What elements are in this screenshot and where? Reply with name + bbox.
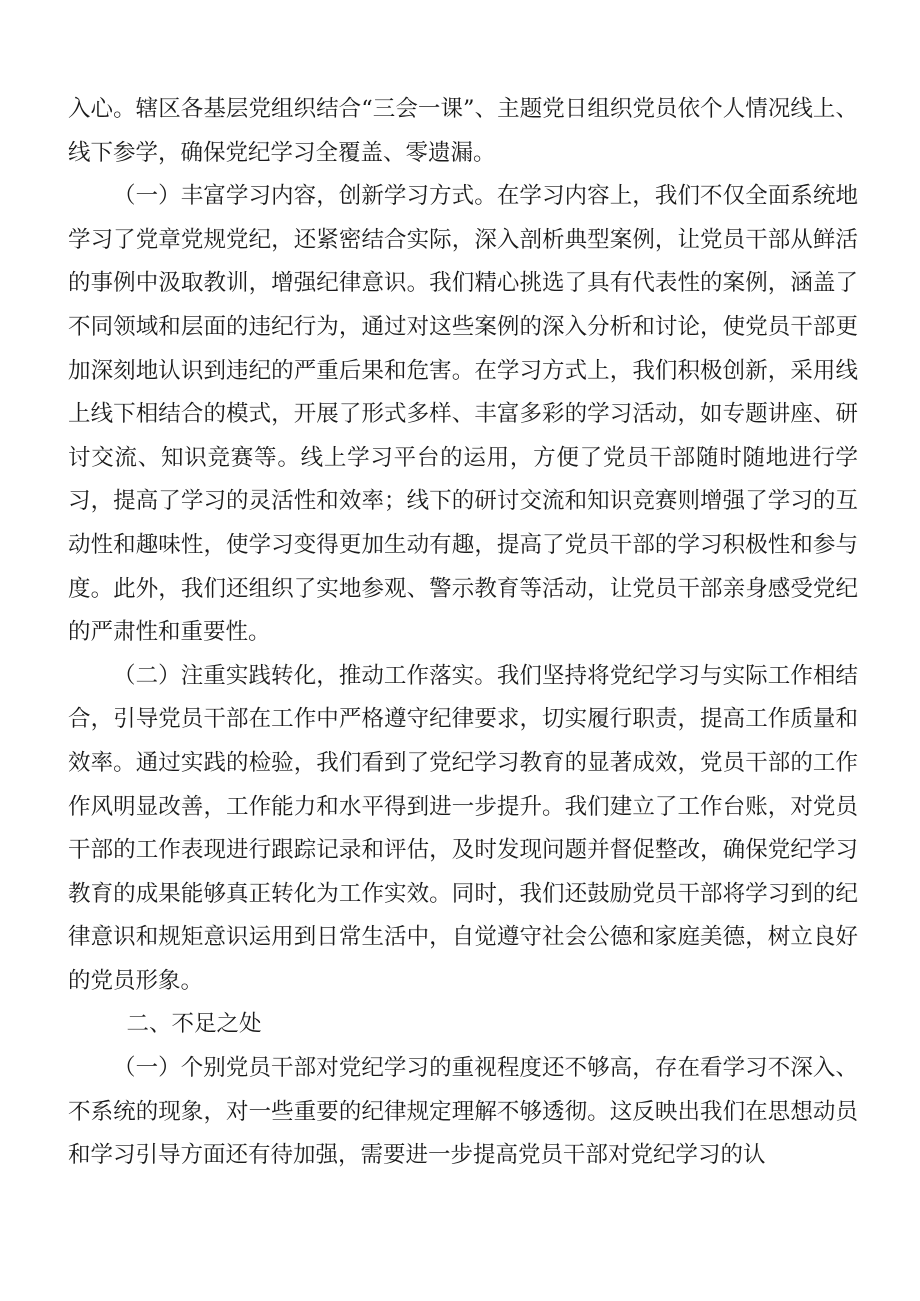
paragraph-shortcoming-one: （一）个别党员干部对党纪学习的重视程度还不够高，存在看学习不深入、不系统的现象，对一些重要的纪律规定理解不够透彻。这反映出我们在思想动员和学习引导方面还有待加强，需要进一步提高党员干部对党纪学习的认 — [68, 1055, 858, 1169]
document-page — [68, 88, 858, 1178]
paragraph-section-one: （一）丰富学习内容，创新学习方式。在学习内容上，我们不仅全面系统地学习了党章党规党纪，还紧密结合实际，深入剖析典型案例，让党员干部从鲜活的事例中汲取教训，增强纪律意识。我们精心挑选了具有代表性的案例，涵盖了不同领域和层面的违纪行为，通过对这些案例的深入分析和讨论，使党员干部更加深刻地认识到违纪的严重后果和危害。在学习方式上，我们积极创新，采用线上线下相结合的模式，开展了形式多样、丰富多彩的学习活动，如专题讲座、研讨交流、知识竞赛等。线上学习平台的运用，方便了党员干部随时随地进行学习，提高了学习的灵活性和效率；线下的研讨交流和知识竞赛则增强了学习的互动性和趣味性，使学习变得更加生动有趣，提高了党员干部的学习积极性和参与度。此外，我们还组织了实地参观、警示教育等活动，让党员干部亲身感受党纪的严肃性和重要性。 — [68, 183, 858, 646]
paragraph-section-two: （二）注重实践转化，推动工作落实。我们坚持将党纪学习与实际工作相结合，引导党员干部在工作中严格遵守纪律要求，切实履行职责，提高工作质量和效率。通过实践的检验，我们看到了党纪学习教育的显著成效，党员干部的工作作风明显改善，工作能力和水平得到进一步提升。我们建立了工作台账，对党员干部的工作表现进行跟踪记录和评估，及时发现问题并督促整改，确保党纪学习教育的成果能够真正转化为工作实效。同时，我们还鼓励党员干部将学习到的纪律意识和规矩意识运用到日常生活中，自觉遵守社会公德和家庭美德，树立良好的党员形象。 — [68, 662, 858, 994]
section-heading: 二、不足之处 — [126, 1011, 262, 1038]
paragraph-continuation: 入心。辖区各基层党组织结合“三会一课”、主题党日组织党员依个人情况线上、线下参学，确保党纪学习全覆盖、零遗漏。 — [68, 96, 858, 166]
